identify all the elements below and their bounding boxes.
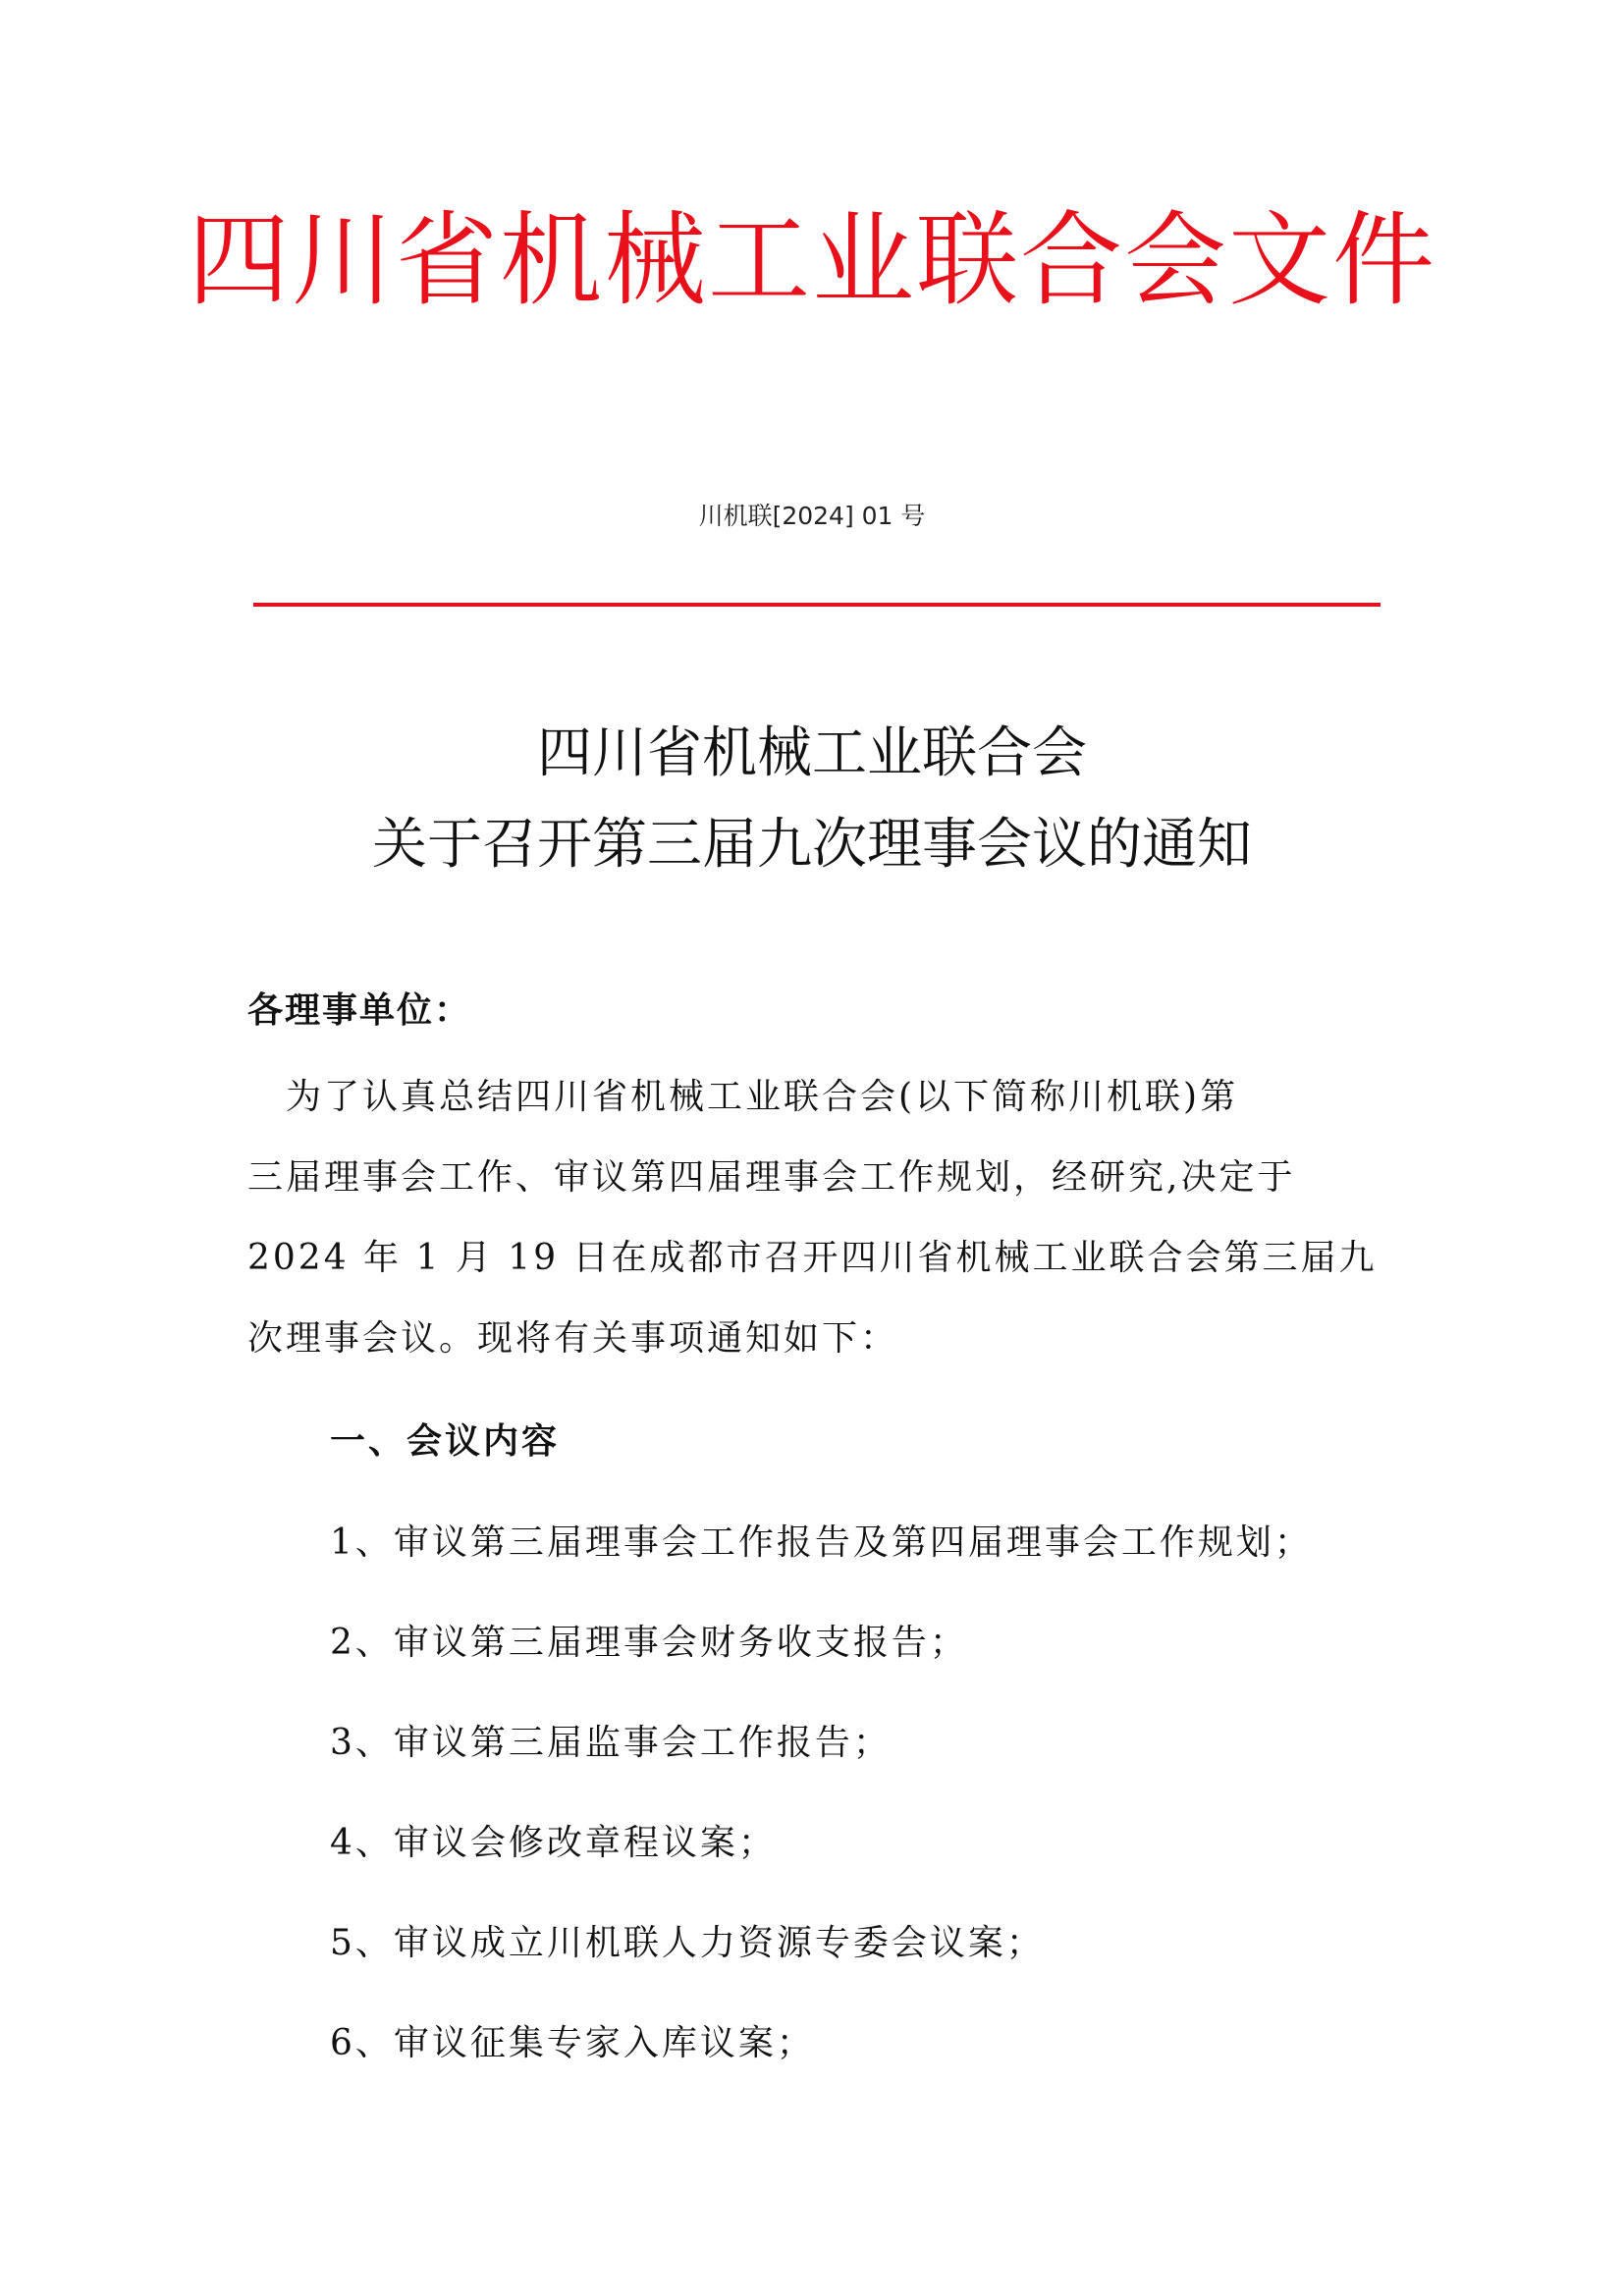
document-number: 川机联[2024] 01 号 — [698, 502, 926, 530]
list-item: 3、审议第三届监事会工作报告； — [330, 1723, 892, 1763]
list-item: 2、审议第三届理事会财务收支报告； — [330, 1623, 968, 1663]
list-item: 5、审议成立川机联人力资源专委会议案； — [330, 1923, 1045, 1963]
list-item: 1、审议第三届理事会工作报告及第四届理事会工作规划； — [330, 1522, 1313, 1563]
list-item: 4、审议会修改章程议案； — [330, 1823, 777, 1863]
list-item: 6、审议征集专家入库议案； — [330, 2023, 815, 2063]
org-document-header: 四川省机械工业联合会文件 — [187, 200, 1436, 320]
red-divider-line — [253, 603, 1380, 607]
section-heading-meeting-content: 一、会议内容 — [330, 1421, 561, 1462]
intro-paragraph-line: 三届理事会工作、审议第四届理事会工作规划，经研究,决定于 — [247, 1157, 1296, 1198]
notice-title-line-2: 关于召开第三届九次理事会议的通知 — [372, 813, 1252, 877]
salutation: 各理事单位： — [247, 990, 472, 1031]
notice-title-line-1: 四川省机械工业联合会 — [537, 721, 1087, 785]
intro-paragraph-line: 2024 年 1 月 19 日在成都市召开四川省机械工业联合会第三届九 — [247, 1238, 1378, 1278]
intro-paragraph-line: 为了认真总结四川省机械工业联合会(以下简称川机联)第 — [247, 1077, 1239, 1117]
intro-paragraph-line: 次理事会议。现将有关事项通知如下： — [247, 1318, 899, 1359]
